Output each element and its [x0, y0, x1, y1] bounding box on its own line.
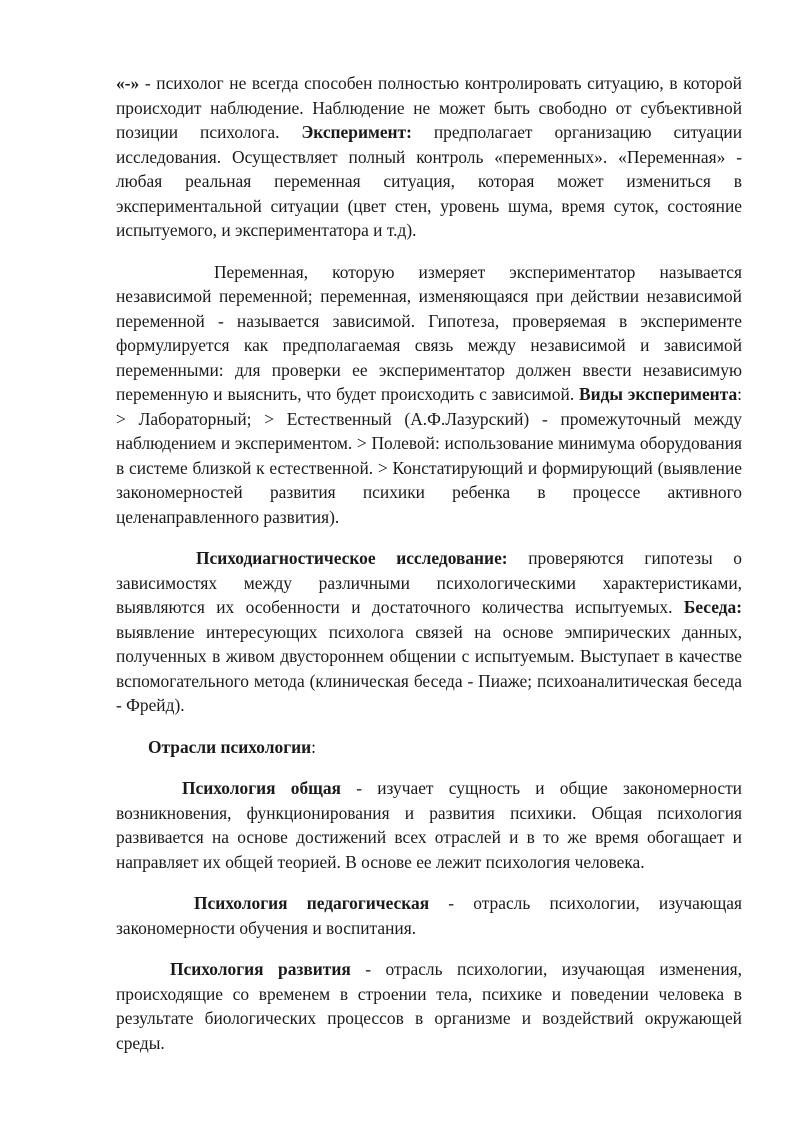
paragraph-text: выявление интересующих психолога связей на основе эмпирических данных, полученных в живом двустороннем общении с испытуемым. Выступает в качестве вспомогательного метода (клиническая беседа - Пиаже; психоаналитическая беседа - Фрейд). [116, 621, 742, 715]
bold-term-general: Психология общая [182, 778, 341, 798]
paragraph-text: предполагает организацию ситуации исследования. Осуществляет полный контроль «переменных». «Переменная» - любая реальная переменная ситуация, которая может измениться в экспериментальной ситуации (цвет стен, уровень шума, время суток, состояние испытуемого, и экспериментатора и т.д). [116, 122, 743, 240]
bold-term-pedagogical: Психология педагогическая [194, 893, 430, 913]
paragraph-text: - отрасль психологии, изучающая закономерности обучения и воспитания. [116, 893, 742, 938]
paragraph-variables [116, 260, 742, 530]
heading-colon: : [311, 736, 316, 757]
paragraph-developmental-psychology [116, 957, 742, 1055]
paragraph-text: - изучает сущность и общие закономерности возникновения, функционирования и развития психики. Общая психология развивается на основе достижений всех отраслей и в то же время обогащает и направляет их общей теорией. В основе ее лежит психология человека. [116, 778, 742, 872]
heading-text: Отрасли психологии [148, 736, 312, 757]
paragraph-psychodiagnostic [116, 546, 742, 718]
section-heading-branches [116, 735, 742, 760]
bold-term-development: Психология развития [170, 959, 351, 979]
paragraph-observation-limits [116, 71, 742, 243]
document-page [116, 71, 742, 1055]
paragraph-text: проверяются гипотезы о зависимостях между различными психологическими характеристиками, выявляются их особенности и достаточного количества испытуемых. [116, 548, 742, 617]
bold-term-psychodiagnostic: Психодиагностическое исследование: [196, 548, 508, 568]
paragraph-text: - отрасль психологии, изучающая изменения, происходящие со временем в строении тела, психике и поведении человека в результате биологических процессов в организме и воздействий окружающей среды. [116, 959, 742, 1053]
paragraph-text: Переменная, которую измеряет экспериментатор называется независимой переменной; переменная, изменяющаяся при действии независимой переменной - называется зависимой. Гипотеза, проверяемая в эксперименте формулируется как предполагаемая связь между независимой и зависимой переменными: для проверки ее экспериментатор должен ввести независимую переменную и выяснить, что будет происходить с зависимой. [116, 261, 742, 404]
paragraph-pedagogical-psychology [116, 891, 742, 940]
bold-term-experiment-types: Виды эксперимента [579, 384, 738, 404]
bold-term: «-» [116, 73, 140, 93]
paragraph-text: - психолог не всегда способен полностью контролировать ситуацию, в которой происходит наблюдение. Наблюдение не может быть свободно от субъективной позиции психолога. [116, 73, 742, 142]
bold-term-conversation: Беседа: [683, 597, 742, 617]
bold-term-experiment: Эксперимент: [301, 122, 412, 142]
paragraph-text: : > Лабораторный; > Естественный (А.Ф.Лазурский) - промежуточный между наблюдением и экспериментом. > Полевой: использование минимума оборудования в системе близкой к естественной. > Констатирующий и формирующий (выявление закономерностей развития психики ребенка в процессе активного целенаправленного развития). [116, 384, 742, 527]
paragraph-general-psychology [116, 776, 742, 874]
